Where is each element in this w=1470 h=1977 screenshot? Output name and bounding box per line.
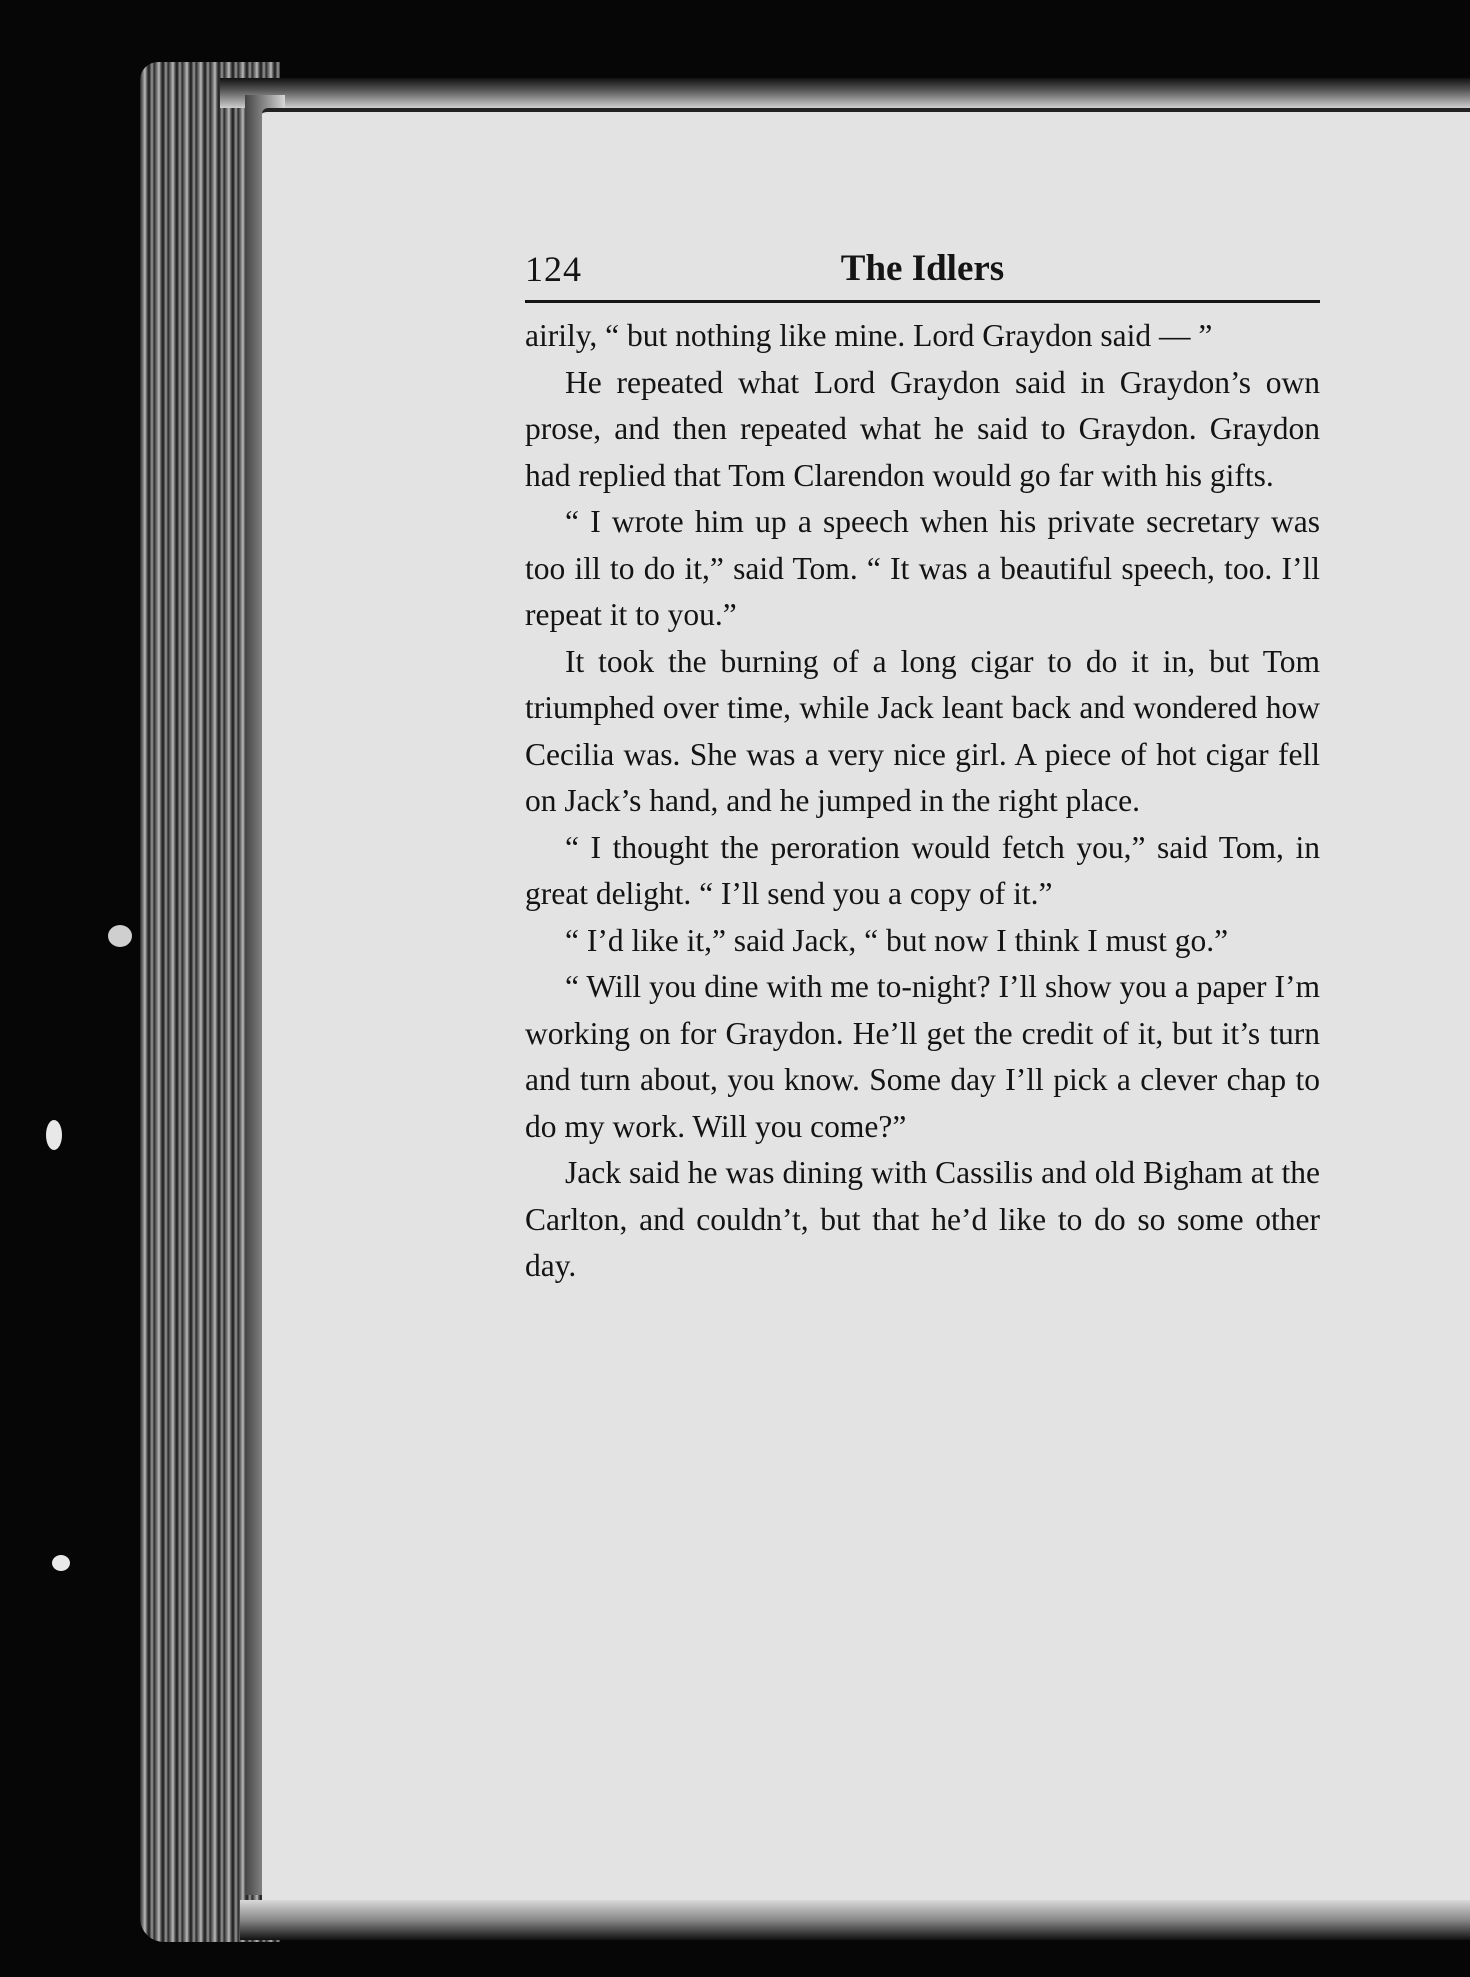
scan-speck <box>108 925 132 947</box>
paragraph: “ Will you dine with me to-night? I’ll show you a paper I’m working on for Graydon. He’ll get the credit of it, but it’s turn and turn about, you know. Some day I’ll pick a clever chap to do my work. Will you come?” <box>525 969 1320 1144</box>
paragraph: “ I thought the peroration would fetch you,” said Tom, in great delight. “ I’ll send you a copy of it.” <box>525 829 1320 911</box>
scan-speck <box>52 1555 70 1571</box>
paragraph: airily, “ but nothing like mine. Lord Graydon said — ” <box>525 318 1213 353</box>
bottom-page-edge <box>240 1900 1470 1940</box>
running-title: The Idlers <box>840 248 1005 289</box>
paragraph: He repeated what Lord Graydon said in Graydon’s own prose, and then repeated what he said to Graydon. Graydon had replied that Tom Clarendon would go far with his gifts. <box>525 364 1320 493</box>
paragraph: Jack said he was dining with Cassilis and old Bigham at the Carlton, and couldn’t, but that he’d like to do so some other day. <box>525 1155 1320 1283</box>
page-number: 124 <box>525 249 582 289</box>
running-head <box>525 240 1320 303</box>
paragraph: “ I wrote him up a speech when his private secretary was too ill to do it,” said Tom. “ It was a beautiful speech, too. I’ll repeat it to you.” <box>525 504 1320 632</box>
page-content <box>525 240 1320 1290</box>
paragraph: “ I’d like it,” said Jack, “ but now I think I must go.” <box>565 922 1229 958</box>
scan-speck <box>46 1120 62 1150</box>
body-text <box>525 313 1320 1290</box>
paragraph: It took the burning of a long cigar to do it in, but Tom triumphed over time, while Jack leant back and wondered how Cecilia was. She was a very nice girl. A piece of hot cigar fell on Jack’s hand, and he jumped in the right place. <box>525 643 1320 818</box>
top-page-edge <box>220 78 1470 108</box>
